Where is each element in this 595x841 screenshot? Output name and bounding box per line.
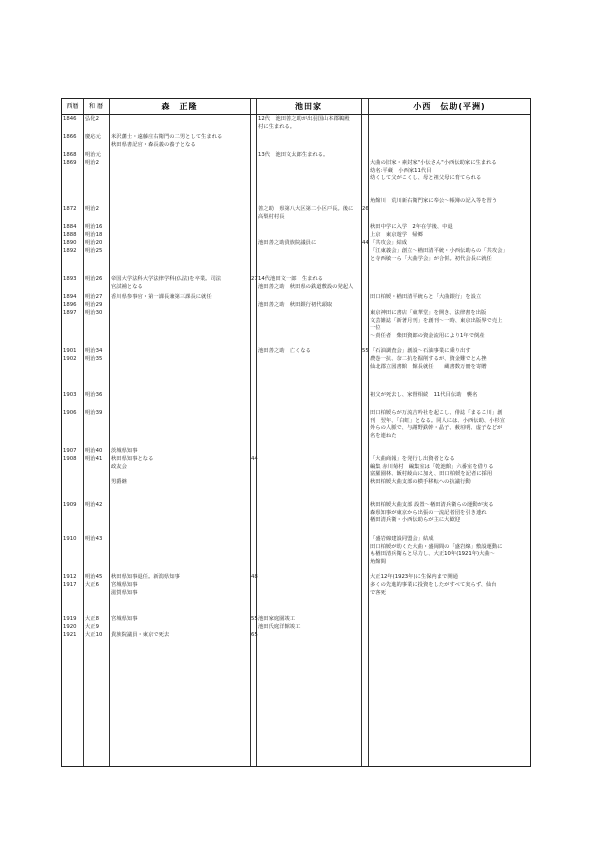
mori-entry-line: 男爵継: [111, 478, 127, 485]
header-mori: 森 正隆: [161, 102, 198, 111]
konishi-entry-line: 田口柏媛らが万流吉吟社を起こし、俳誌「まるこ川」創: [370, 410, 503, 416]
year-cell: 1906: [63, 410, 77, 416]
konishi-entry-line: ～責任者 柴田資郎の資金流用により1年で倒産: [370, 332, 485, 339]
konishi-entry-line: 角館間: [370, 558, 386, 565]
year-cell: 1894: [63, 294, 77, 300]
konishi-entry-line: 森県知事が東京から出張の一流記者団を引き連れ: [370, 509, 487, 516]
column-divider: [83, 99, 84, 766]
konishi-entry-line: で客死: [370, 589, 386, 596]
konishi-entry-line: 刊 翌年、「白虹」となる。同人には、小西伝助、小杉宣: [370, 417, 506, 424]
era-cell: 明治27: [85, 294, 103, 300]
mori-entry-line: 秋田県知事退任。新潟県知事: [111, 574, 180, 580]
era-cell: 明治39: [85, 410, 103, 416]
konishi-entry-line: 角館川 荒川新右衛門家に奉公～帳簿の記入等を習う: [370, 198, 498, 204]
konishi-entry-line: 編集 赤川菊村 編集室は「乾池館」六番室を借りる: [370, 463, 494, 470]
era-cell: 弘化2: [85, 116, 99, 122]
konishi-entry-line: 一位: [370, 325, 381, 332]
mori-entry-line: 米沢藩士・遠藤庄右衛門の二男として生まれる: [111, 134, 223, 140]
era-cell: 大正10: [85, 632, 103, 638]
ikeda-age-cell: 44: [362, 240, 369, 246]
mori-entry-line: 香川県参事官・第一課長兼第三課長に就任: [111, 294, 212, 300]
year-cell: 1908: [63, 456, 77, 462]
year-cell: 1907: [63, 448, 77, 454]
era-cell: 明治45: [85, 574, 103, 580]
konishi-entry-line: 祖父が死去し、家督相続 11代目伝助 襲名: [370, 392, 478, 398]
konishi-entry-line: 「共攻会」結成: [370, 240, 408, 246]
year-cell: 1868: [63, 152, 77, 158]
konishi-entry-line: 秋田柏媛大曲支部の横手移転への抗議行動: [370, 478, 471, 485]
ikeda-age-cell: 26: [362, 206, 369, 212]
konishi-entry-line: も楢田清兵衛らと尽力し、大正10年(1921年)大曲～: [370, 551, 495, 558]
ikeda-entry-line: 池田善之助 亡くなる: [258, 348, 311, 354]
mori-entry-line: 政友会: [111, 463, 127, 470]
era-cell: 明治34: [85, 348, 103, 354]
konishi-entry-line: 大曲の旧家・素封家"小伝さん"小西伝助家に生まれる: [370, 160, 497, 166]
year-cell: 1869: [63, 160, 77, 166]
mori-entry-line: 貴族院議員・東京で死去: [111, 632, 170, 638]
era-cell: 慶応元: [85, 134, 101, 140]
header-era: 和 暦: [89, 103, 103, 110]
year-cell: 1901: [63, 348, 77, 354]
year-cell: 1892: [63, 248, 77, 254]
konishi-entry-line: 外らの人脈で、与謝野鉄幹・晶子、薮垣明、虚子などが: [370, 425, 503, 432]
mori-entry-line: 秋田県知事となる: [111, 456, 154, 462]
konishi-entry-line: 「石油調査会」創設～石油事業に乗り出す: [370, 348, 471, 354]
header-year: 西暦: [66, 103, 79, 110]
ikeda-entry-line: 12代 池田善之助が出羽国山本郡鵜殿: [258, 116, 350, 122]
konishi-entry-line: 田口柏媛・楢田清平統らと「大曲銀行」を設立: [370, 294, 482, 300]
ikeda-entry-line: 13代 池田文太郎生まれる。: [258, 152, 329, 158]
year-cell: 1909: [63, 502, 77, 508]
era-cell: 大正9: [85, 624, 99, 630]
konishi-entry-line: 上京 東京遊学 帰郷: [370, 232, 423, 238]
konishi-entry-line: 東京神田に書店「東華堂」を開き、法律書を出版: [370, 310, 487, 316]
konishi-entry-line: 多くの先進的事業に投資をしたがすべて実らず、仙台: [370, 582, 497, 588]
mori-age-cell: 48: [251, 574, 258, 580]
era-cell: 明治42: [85, 502, 103, 508]
year-cell: 1846: [63, 116, 77, 122]
column-divider: [250, 99, 251, 766]
era-cell: 明治25: [85, 248, 103, 254]
era-cell: 明治30: [85, 310, 103, 316]
era-cell: 明治41: [85, 456, 103, 462]
ikeda-entry-line: 池田善之助貴族院議員に: [258, 240, 317, 246]
year-cell: 1884: [63, 224, 77, 230]
column-divider: [256, 99, 257, 766]
konishi-entry-line: 楢田清兵衛・小西伝助らが主に大歓迎: [370, 517, 461, 524]
konishi-entry-line: 幼名:平蔵 小西家11代目: [370, 167, 432, 174]
konishi-entry-line: 田口柏媛が幼くた大曲・盛岡間の「盛岩線」敷設運動に: [370, 543, 503, 550]
year-cell: 1890: [63, 240, 77, 246]
chronology-table: [61, 98, 531, 767]
ikeda-entry-line: 池田善之助 秋田県の鉄道敷設の発起人: [258, 283, 354, 290]
era-cell: 明治2: [85, 160, 99, 166]
mori-entry-line: 宮城県知事: [111, 616, 138, 622]
era-cell: 大正8: [85, 616, 99, 622]
konishi-entry-line: 「江東義会」創立～楢田清平統・小西伝助らの「共攻会」: [370, 248, 508, 254]
column-divider: [368, 99, 369, 766]
ikeda-entry-line: 高梨村村長: [258, 213, 285, 220]
mori-entry-line: 秋田県書記官・森長義の養子となる: [111, 141, 196, 148]
era-cell: 明治2: [85, 206, 99, 212]
header-divider: [62, 114, 530, 115]
era-cell: 明治20: [85, 240, 103, 246]
era-cell: 明治43: [85, 536, 103, 542]
year-cell: 1917: [63, 582, 77, 588]
mori-entry-line: 帝国大学法科大学法律学科(仏法)を卒業。司法: [111, 276, 222, 282]
era-cell: 明治16: [85, 224, 103, 230]
year-cell: 1903: [63, 392, 77, 398]
year-cell: 1893: [63, 276, 77, 282]
era-cell: 明治36: [85, 392, 103, 398]
konishi-entry-line: 文芸雑誌「新著月刊」を創刊～一時、東京出版界で売上: [370, 317, 503, 324]
era-cell: 明治29: [85, 302, 103, 308]
era-cell: 明治35: [85, 356, 103, 362]
year-cell: 1866: [63, 134, 77, 140]
mori-age-cell: 55: [251, 616, 258, 622]
ikeda-entry-line: 村に生まれる。: [258, 123, 296, 130]
mori-age-cell: 65: [251, 632, 258, 638]
era-cell: 明治元: [85, 152, 101, 158]
mori-age-cell: 44: [251, 456, 258, 462]
year-cell: 1920: [63, 624, 77, 630]
mori-entry-line: 宮城県知事: [111, 582, 138, 588]
era-cell: 明治18: [85, 232, 103, 238]
konishi-entry-line: 「大曲商報」を発行し出資者となる: [370, 456, 455, 462]
ikeda-age-cell: 55: [362, 348, 369, 354]
era-cell: 明治40: [85, 448, 103, 454]
mori-entry-line: 官試補となる: [111, 283, 143, 290]
mori-entry-line: 茨城県知事: [111, 448, 138, 454]
year-cell: 1897: [63, 310, 77, 316]
header-ikeda: 池田家: [295, 102, 322, 111]
year-cell: 1910: [63, 536, 77, 542]
konishi-entry-line: 幼くして父がこくし、母と祖父母に育てられる: [370, 175, 482, 182]
ikeda-entry-line: 善之助 県第八大区第二小区戸長。後に: [258, 206, 354, 212]
year-cell: 1888: [63, 232, 77, 238]
ikeda-entry-line: 池田善之助 秋田銀行初代頭取: [258, 302, 333, 308]
konishi-entry-line: 秋田柏媛大曲支部 設置～楢田清兵衛らの運動が実る: [370, 502, 494, 508]
era-cell: 明治26: [85, 276, 103, 282]
konishi-entry-line: 大正12年(1923年)に生保内まで開通: [370, 574, 458, 580]
year-cell: 1912: [63, 574, 77, 580]
header-konishi: 小西 伝助(平洲): [413, 102, 486, 111]
konishi-entry-line: 仙北郡立図書館 館長就任 蔵書数万冊を寄贈: [370, 363, 487, 370]
year-cell: 1902: [63, 356, 77, 362]
konishi-entry-line: 農巻一抗、奈二抗を掘削するが、資金難でとん挫: [370, 356, 487, 362]
konishi-entry-line: 「盛岩線建設同盟会」結成: [370, 536, 434, 542]
era-cell: 大正6: [85, 582, 99, 588]
ikeda-entry-line: 池田氏庭洋館竣工: [258, 624, 301, 630]
year-cell: 1919: [63, 616, 77, 622]
mori-entry-line: 滋賀県知事: [111, 589, 138, 596]
year-cell: 1896: [63, 302, 77, 308]
konishi-entry-line: と寺西敏一ら「大曲学会」が合併。初代会長に就任: [370, 255, 492, 262]
ikeda-entry-line: 14代池田文一郎 生まれる: [258, 276, 324, 282]
mori-age-cell: 27: [251, 276, 258, 282]
column-divider: [361, 99, 362, 766]
year-cell: 1872: [63, 206, 77, 212]
ikeda-entry-line: 池田家庭園竣工: [258, 616, 296, 622]
column-divider: [109, 99, 110, 766]
konishi-entry-line: 名を連ねた: [370, 432, 397, 439]
konishi-entry-line: 秋田中学に入学 2年在学後、中退: [370, 224, 453, 230]
konishi-entry-line: 富羅園林、飯村綾山に加え、田口柏媛を記者に採用: [370, 471, 493, 478]
year-cell: 1921: [63, 632, 77, 638]
